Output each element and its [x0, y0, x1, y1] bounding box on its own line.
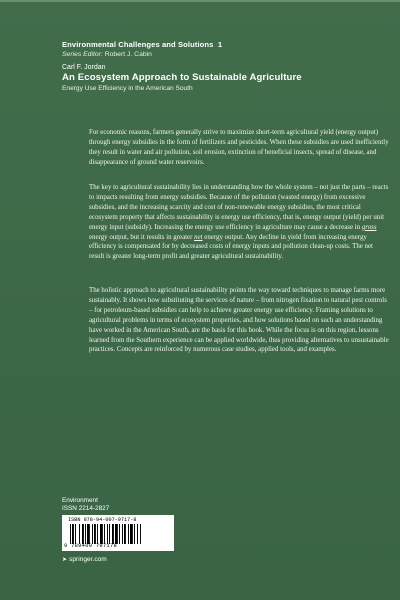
series-editor-name: Robert J. Cabin: [104, 51, 152, 58]
ean-digits: 9 789400 797178: [64, 543, 118, 549]
top-rule: [0, 0, 400, 2]
publisher-url[interactable]: [62, 556, 107, 563]
emphasis-net: net: [194, 233, 203, 241]
blurb-text-2b: energy output, but it results in greater: [89, 233, 195, 241]
blurb-text-2a: The key to agricultural sustainability lies in understanding how the whole system – not just the parts – reacts to impacts resulting from energy subsidies. Because of the pollution (wasted energy) from excessive subsidies, and the increasing scarcity and cost of non-renewable energy subsidies, the most critical ecosystem property that affects sustainability is energy use efficiency, that is, energy output (yield) per unit energy input (subsidy). Increasing the energy use efficiency in agriculture may cause a decrease in: [89, 184, 389, 231]
blurb-text-1: For economic reasons, farmers generally strive to maximize short-term agricultural yield (energy output) through energy subsidies in the form of fertilizers and pesticides. When these subsidies are used inefficiently they result in water and air pollution, soil erosion, extinction of beneficial insects, spread of disease, and disappearance of ground water reservoirs.: [89, 129, 389, 166]
header-block: [62, 40, 382, 92]
blurb-text-3: The holistic approach to agricultural sustainability points the way toward techniques to manage farms more sustainably. It shows how substituting the services of nature – from nitrogen fixation to natural pest controls – for petroleum-based subsidies can help to achieve greater energy use efficiency. Framing solutions to agricultural problems in terms of ecosystem properties, and how solutions based on such an understanding have worked in the American South, are the basis for this book. While the focus is on this region, lessons learned from the Southern experience can be applied worldwide, thus providing alternatives to unsustainable practices. Concepts are reinforced by numerous case studies, applied tools, and examples.: [89, 287, 389, 354]
series-editor-label: Series Editor:: [62, 51, 103, 58]
isbn-label: ISBN 978-94-007-9717-8: [68, 517, 137, 523]
catalog-info: [62, 497, 109, 513]
subject-label: Environment: [62, 497, 98, 504]
blurb-paragraph-1: [89, 128, 389, 168]
arrow-right-icon: ➤: [62, 557, 68, 563]
blurb-text-2c: energy output. Any decline in yield from increasing energy efficiency is compensated for by decreased costs of energy inputs and pollution clean-up costs. The net result is greater long-term profit and greater agricultural sustainability.: [89, 233, 373, 261]
barcode-bars: [70, 524, 168, 544]
emphasis-gross: gross: [361, 223, 377, 231]
blurb-paragraph-2: [89, 183, 389, 262]
blurb-paragraph-3: [89, 286, 389, 355]
series-editor: [62, 51, 382, 58]
book-subtitle: Energy Use Efficiency in the American South: [62, 85, 193, 92]
book-title: An Ecosystem Approach to Sustainable Agriculture: [62, 72, 302, 83]
barcode: [62, 515, 174, 551]
blurb-text-2: [89, 183, 389, 262]
series-number: 1: [217, 40, 223, 49]
publisher-url-text[interactable]: springer.com: [69, 556, 107, 563]
series-title: [62, 40, 382, 49]
issn-label: ISSN 2214-2827: [62, 505, 110, 513]
series-name: Environmental Challenges and Solutions: [62, 40, 214, 49]
author: Carl F. Jordan: [62, 64, 106, 71]
